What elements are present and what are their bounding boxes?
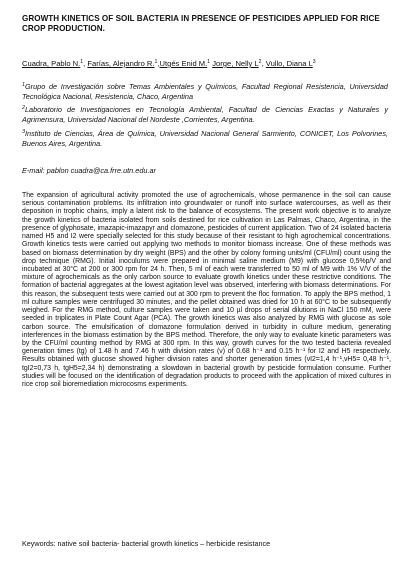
affiliation-text: Laboratorio de Investigaciones en Tecnología Ambiental, Facultad de Ciencias Exactas y Naturales y Agrimensura, Universidad Nacional del Nordeste ,Corrientes, Argentina. (22, 105, 388, 124)
author-affiliation-mark: 1 (207, 59, 211, 65)
affiliation-number: 2 (22, 105, 25, 111)
affiliation (22, 81, 388, 101)
paper-title: GROWTH KINETICS OF SOIL BACTERIA IN PRESENCE OF PESTICIDES APPLIED FOR RICE CROP PRODUCTION. (22, 14, 380, 33)
abstract-text: The expansion of agricultural activity promoted the use of agrochemicals, whose permanence in the soil can cause serious contamination problems. Its infiltration into groundwater or runoff into surface watercourses, as well as their deposition in trophic chains, imply a latent risk to the balance of ecosystems. The present work objective is to analyze the growth kinetics of bacteria isolated from soils destined for rice cultivation in Las Palmas, Chaco, Argentina, in the presence of glyphosate, imazapic-imazapyr and clomazone, pesticides of current application. Two of 24 isolated bacteria named H5 and I2 were specially selected for this study because of their resistant to high agrochemical concentrations. Growth kinetics tests were carried out applying two methods to monitor biomass increase. One of these methods was based on biomass determination by dry weight (BPS) and the other by colony forming units/ml (CFU/ml) count using the drop technique (RMG). Initial inoculums were prepared in minimal saline medium (M9) with glucose 0,5%p/V and incubated at 30°C at 200 or 300 rpm for 24 h. Then, 5 ml of each were transferred to 50 ml of M9 with 1% V/V of the mixture of agrochemicals as the only carbon source to evaluate growth kinetics under these restrictive conditions. The formation of bacterial aggregates at the lowest agitation level was observed, interfering with biomass determinations. For this reason, the subsequent tests were carried out at 300 rpm to prevent the floc formation. To apply the BPS method, 1 ml culture samples were centrifuged 30 minutes, and the pellet obtained was dried for 10 h at 60°C to be subsequently weighed. For the RMG method, culture samples were taken and 10 µl drops of serial dilutions in NaCl 150 mM, were seeded in triplicates in Plate Count Agar (PCA). The growth kinetics was also analyzed by RMG with glucose as sole carbon source. The emulsification of clomazone formulation derived in turbidity in culture medium, generating interferences in the biomass estimation by the BPS method. Therefore, the only way to evaluate kinetic parameters was by the CFU/ml counting method by RMG at 300 rpm. In this way, growth curves for the two tested bacteria revealed generation times (tg) of 1.48 h and 7.46 h with division rates (ν) of 0.68 h⁻¹ and 0.15 h⁻¹ for I2 and H5 respectively. Results obtained with glucose showed higher division rates and shorter generation times (νI2=1,4 h⁻¹,νH5= 0,48 h⁻¹, tgI2=0,73 h, tgH5=2,34 h) demonstrating a slowdown in bacterial growth by pesticide formulation consume. Further studies will be focused on the identification of degradation products to proceed with the application of mixed cultures in rice crop soil bioremediation microcosms experiments. (22, 192, 391, 389)
affiliation-number: 3 (22, 129, 25, 135)
author-affiliation-mark: 3 (312, 59, 316, 65)
author-affiliation-mark: 2 (258, 59, 262, 65)
author-affiliation-mark: 1 (80, 59, 84, 65)
affiliation (22, 104, 388, 124)
contact-email: E-mail: pablon cuadra@ca.frre.utn.edu.ar (22, 166, 156, 175)
author-name: Utgés Enid M. (159, 59, 208, 68)
keywords: Keywords: native soil bacteria- bacterial growth kinetics – herbicide resistance (22, 539, 271, 548)
affiliation (22, 128, 388, 148)
author-name: Cuadra, Pablo N. (22, 59, 81, 68)
author-affiliation-mark: 1 (154, 59, 158, 65)
author-list: Cuadra, Pablo N.$^1$, Farías, Alejandro R.$^1$,Utgés Enid M.$^1$ Jorge, Nelly $L^2$, Vullo, Diana $L^3$ (22, 59, 316, 68)
author-name: Jorge, Nelly L (212, 59, 259, 68)
author-name: Farías, Alejandro R. (87, 59, 155, 68)
author-name: Vullo, Diana L (265, 59, 313, 68)
affiliation-text: Instituto de Ciencias, Área de Química, Universidad Nacional General Sarmiento, CONICET, Los Polvorines, Buenos Aires, Argentina. (22, 129, 388, 148)
affiliation-number: 1 (22, 82, 25, 88)
affiliation-text: Grupo de Investigación sobre Temas Ambientales y Químicos, Facultad Regional Resistencia, Universidad Tecnológica Nacional, Resistencia, Chaco, Argentina (22, 82, 388, 101)
